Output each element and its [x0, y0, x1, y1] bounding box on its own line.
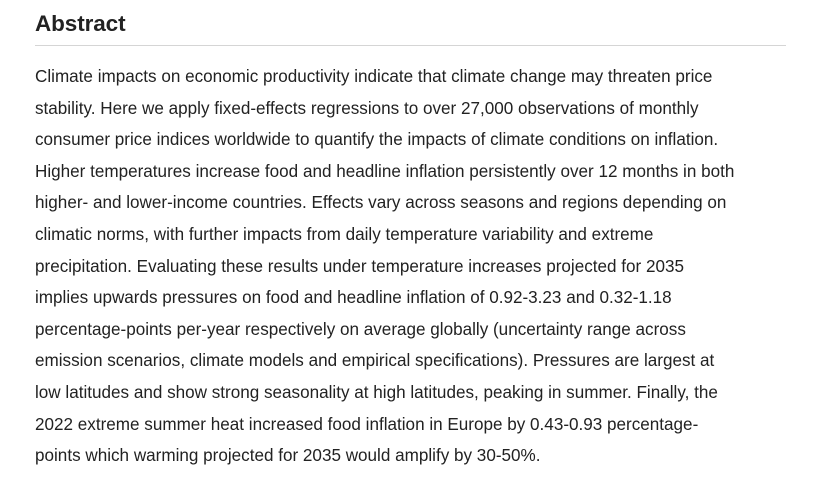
abstract-heading: Abstract	[35, 11, 126, 36]
abstract-line: precipitation. Evaluating these results under temperature increases projected for 2035	[35, 256, 684, 276]
abstract-line: percentage-points per-year respectively on average globally (uncertainty range across	[35, 319, 686, 339]
abstract-line: emission scenarios, climate models and empirical specifications). Pressures are largest at	[35, 351, 715, 371]
abstract-line: Higher temperatures increase food and headline inflation persistently over 12 months in both	[35, 161, 735, 181]
abstract-line: low latitudes and show strong seasonality at high latitudes, peaking in summer. Finally, the	[35, 382, 718, 402]
abstract-line: consumer price indices worldwide to quantify the impacts of climate conditions on inflation.	[35, 130, 719, 150]
abstract-line: points which warming projected for 2035 would amplify by 30-50%.	[35, 446, 541, 466]
abstract-line: higher- and lower-income countries. Effects vary across seasons and regions depending on	[35, 193, 727, 213]
abstract-line: climatic norms, with further impacts from daily temperature variability and extreme	[35, 224, 654, 244]
abstract-line: stability. Here we apply fixed-effects regressions to over 27,000 observations of monthly	[35, 98, 699, 118]
abstract-line: Climate impacts on economic productivity indicate that climate change may threaten price	[35, 67, 713, 86]
abstract-body	[35, 46, 786, 472]
abstract-section	[35, 0, 786, 472]
abstract-line: implies upwards pressures on food and headline inflation of 0.92-3.23 and 0.32-1.18	[35, 288, 672, 308]
abstract-line: 2022 extreme summer heat increased food inflation in Europe by 0.43-0.93 percentage-	[35, 414, 699, 434]
